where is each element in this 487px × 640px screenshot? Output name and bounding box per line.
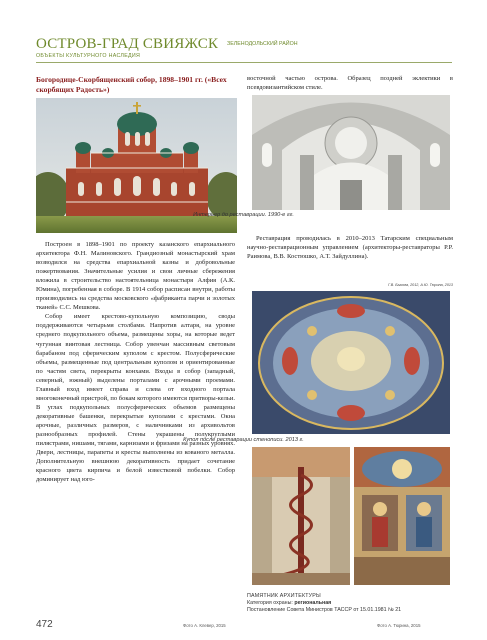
- monument-category: [247, 600, 457, 607]
- running-header-title: ОСТРОВ-ГРАД СВИЯЖСК: [36, 36, 219, 52]
- source-note: Г.В. Быкова, 2012, А.Ю. Тюрина, 2013: [388, 283, 453, 287]
- running-header-subtitle: ОБЪЕКТЫ КУЛЬТУРНОГО НАСЛЕДИЯ: [36, 53, 141, 59]
- article-body-right-intro: [247, 74, 453, 92]
- monument-category-value: региональная: [294, 599, 332, 606]
- interior-photo: [252, 95, 450, 210]
- running-header-district: ЗЕЛЕНОДОЛЬСКИЙ РАЙОН: [227, 41, 298, 47]
- monument-decree: Постановление Совета Министров ТАССР от 15.01.1981 № 21: [247, 606, 402, 613]
- page-number: 472: [36, 619, 53, 630]
- monument-category-label: Категория охраны:: [247, 599, 295, 606]
- fresco-photo: [354, 447, 450, 585]
- body-paragraph: восточной частью острова. Образец поздней эклектики в псевдовизантийском стиле.: [247, 75, 453, 92]
- body-paragraph: Реставрация проводилась в 2010–2013 Татарским специальным научно-реставрационным управлением (архитекторы-реставраторы Р.Р. Раимова, В.В. Костюшко, А.Т. Зайдуллина).: [247, 235, 453, 261]
- dome-photo-caption: Купол после реставрации стенописи. 2013 г.: [183, 437, 304, 443]
- dome-photo: [252, 291, 450, 434]
- article-body-left: [36, 240, 235, 484]
- article-body-right: [247, 234, 453, 261]
- body-paragraph: Построен в 1898–1901 по проекту казанского епархиального архитектора Ф.Н. Малиновского. Грандиозный монастырский храм возводился на средства епархиальной казны и добровольные пожертвования. Значительные усилия и свои личные сбережения вложила в строительство настоятельница монастыря Алфия (А.К. Юмина), погребенная в соборе. В 1914 собор расписан внутри, работы производились на средства московского «фабриканта парчи и золотых тканей» С.С. Мешкова.: [36, 241, 235, 312]
- photo-credit-left: Фото А. Клевер, 2015: [183, 623, 226, 628]
- article-title: Богородице-Скорбященский собор, 1898–1901 гг. («Всех скорбящих Радость»): [36, 75, 227, 94]
- monument-info: [247, 593, 457, 613]
- body-paragraph: Собор имеет крестово-купольную композицию, своды поддерживаются четырьмя столбами. Напротив алтаря, на уровне среднего подкупольного объема, размещены хоры, на которые ведет чугунная винтовая лестница. Собор увенчан массивным световым барабаном под сферическим куполом с крестом. Полусферические объемы, размещенные под центральным куполом и ориентированные по частям света, перекрыты конхами. Входы в собор (западный, северный, южный) выделены порталами с арочными проемами. Главный вход имеет справа и слева от входного портала многоконечный пристрой, по бокам которого имеются притворы-кельи. В углах подкупольных полусферических объемов размещены декоративные башенки, перекрытые куполами с крестами. Окна арочные, различных размеров, с наличниками из архивольтов разнообразных профилей. Стены украшены полукруглыми пилястрами, нишами, тягами, карнизами и фризами на разных уровнях. Двери, лестницы, парапеты и кресты выполнены из кованого металла. Дополнительную внешнюю декоративность придает сочетание красного цвета кирпича и белой известковой побелки. Собор доминирует над юго-: [36, 313, 235, 484]
- header-divider: [36, 62, 452, 63]
- interior-photo-caption: Интерьер до реставрации. 1990-е гг.: [193, 212, 294, 218]
- monument-heading: ПАМЯТНИК АРХИТЕКТУРЫ: [247, 593, 321, 599]
- staircase-photo: [252, 447, 350, 585]
- photo-credit-right: Фото А. Тюрина, 2015: [377, 623, 421, 628]
